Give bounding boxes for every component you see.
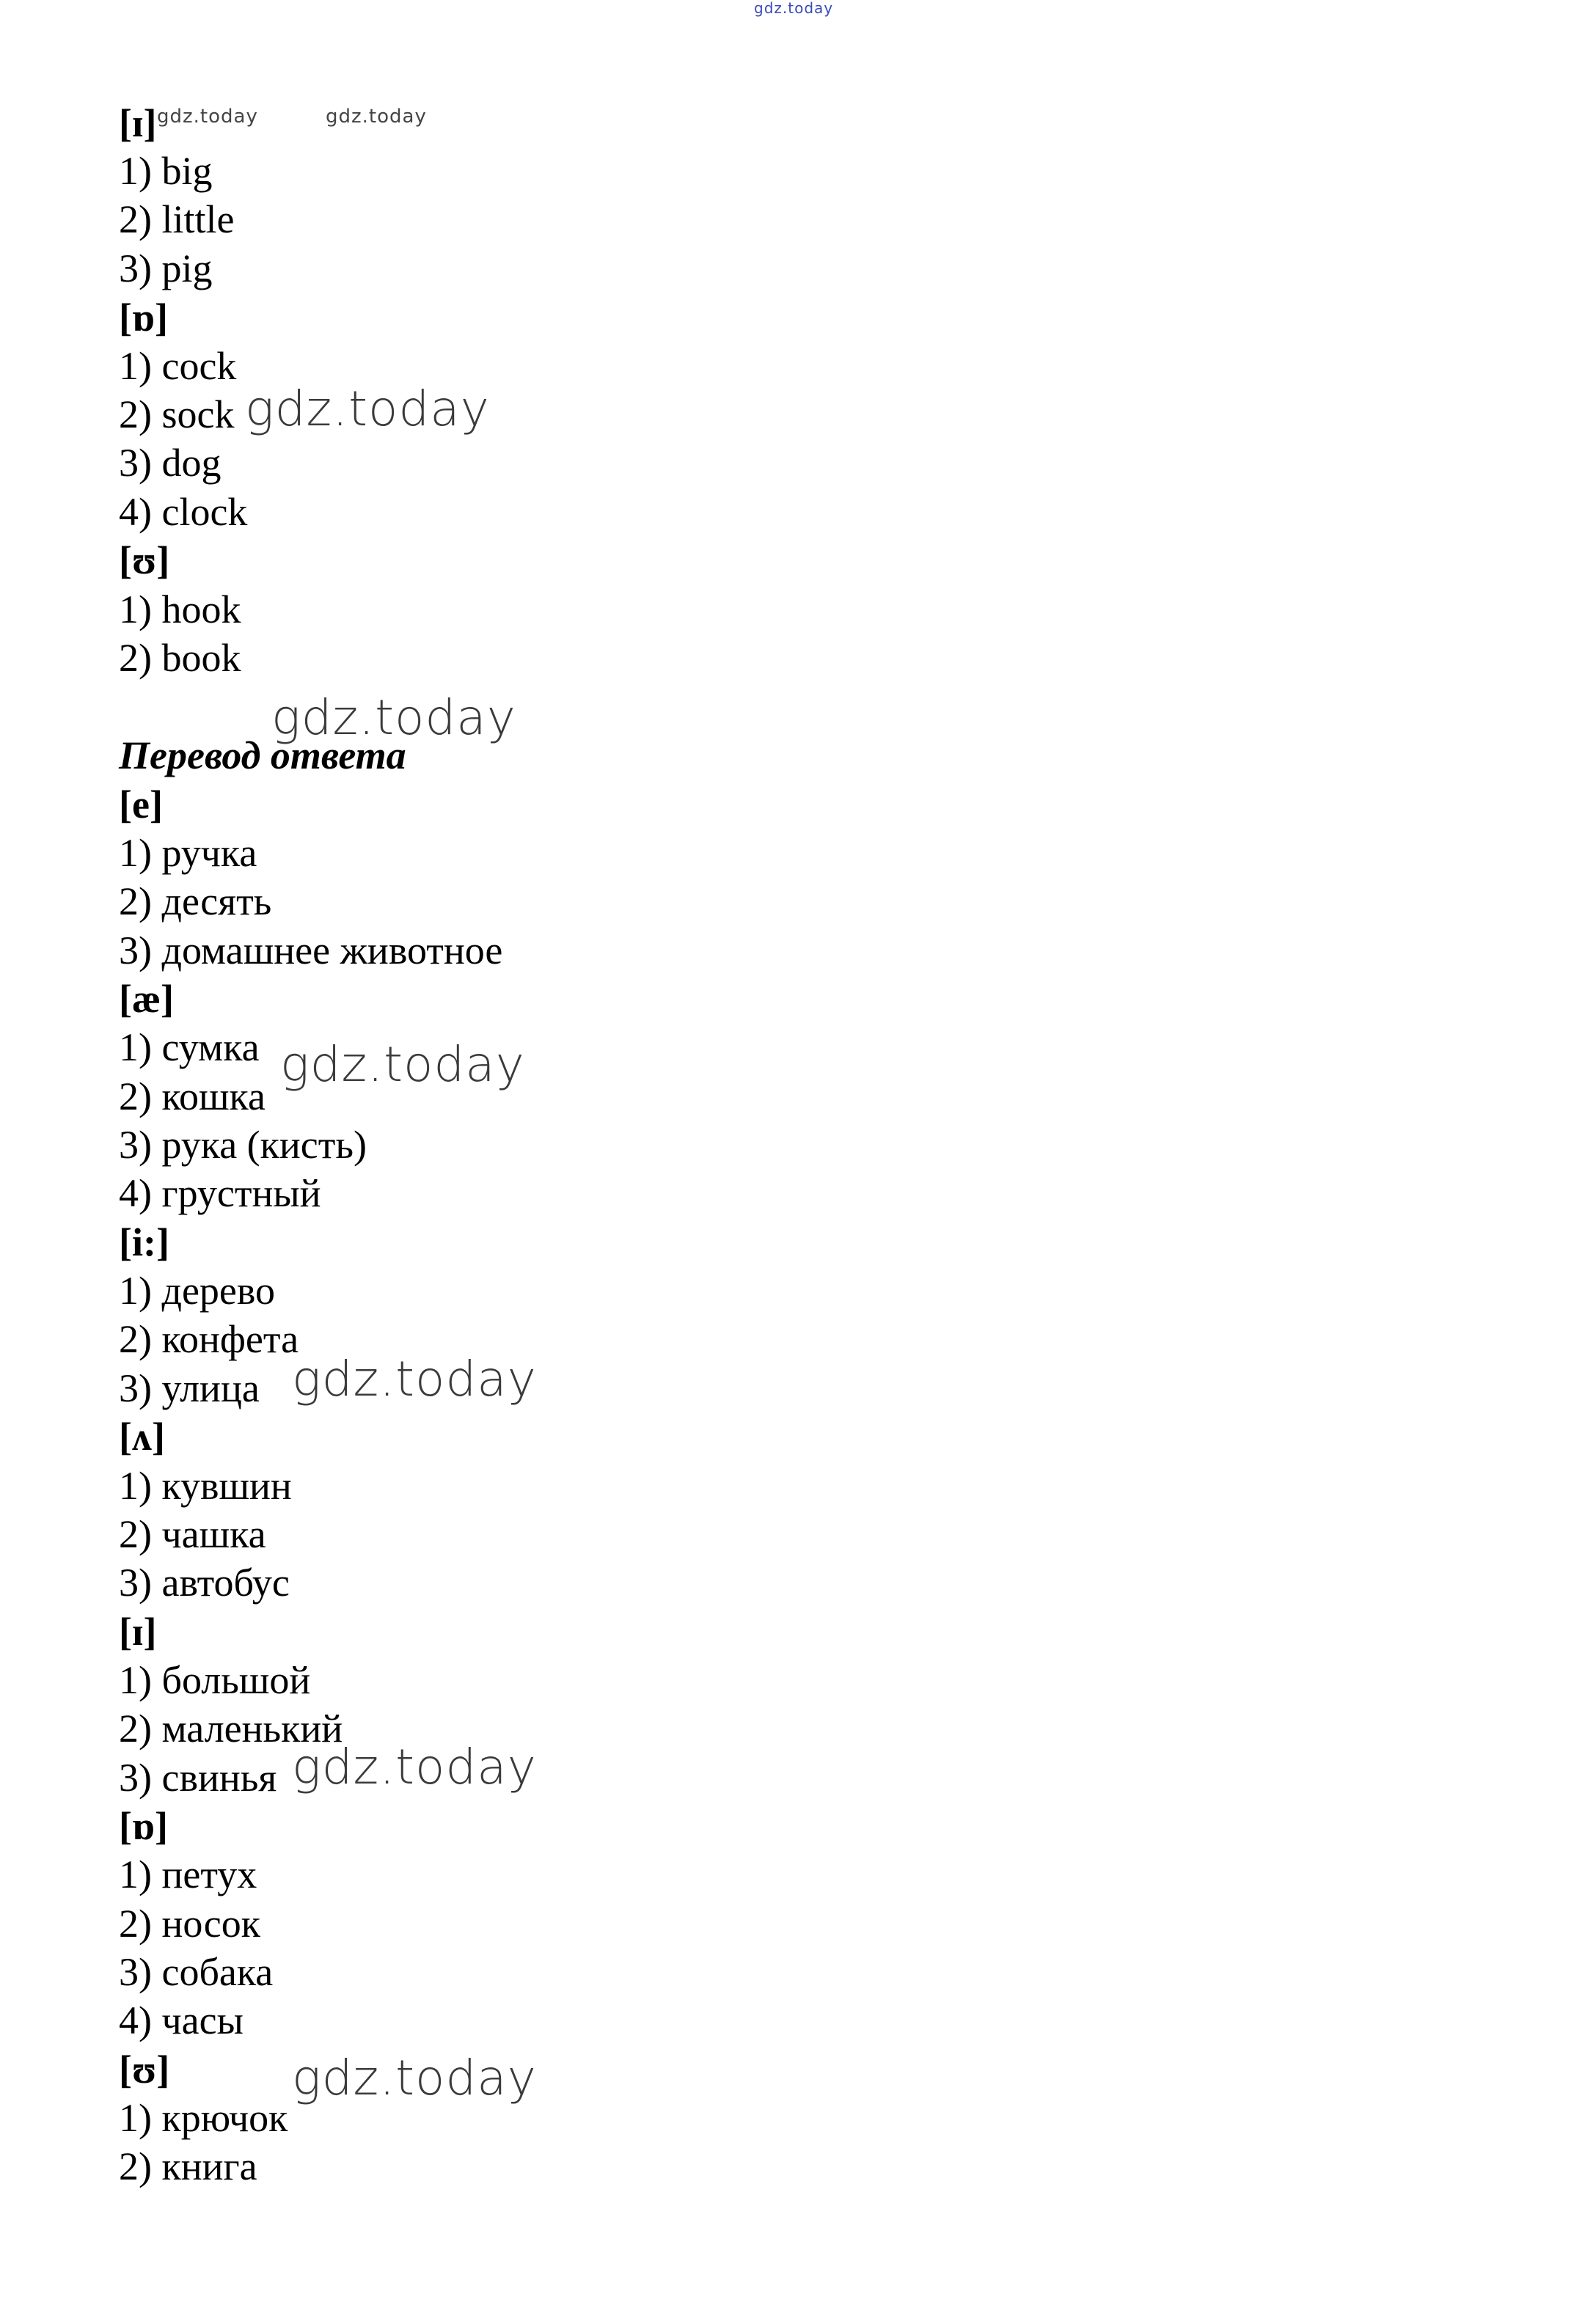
list-item: 3) улица [119, 1366, 260, 1410]
list-item: 1) большой [119, 1658, 311, 1702]
watermark-large-5: gdz.today [292, 1739, 537, 1795]
list-item: 3) автобус [119, 1561, 290, 1605]
list-item: 1) сумка [119, 1025, 260, 1069]
list-item: 2) маленький [119, 1707, 343, 1751]
list-item: 2) little [119, 197, 235, 241]
list-item: 1) дерево [119, 1269, 276, 1313]
list-item: 2) book [119, 636, 241, 680]
watermark-top: gdz.today [754, 0, 834, 17]
list-item: 2) чашка [119, 1512, 266, 1556]
phoneme-heading-i-long: [i:] [119, 1220, 169, 1264]
list-item: 1) hook [119, 587, 241, 631]
list-item: 1) кувшин [119, 1464, 292, 1508]
section-title: Перевод ответа [119, 733, 406, 777]
phoneme-heading-u-short: [ʊ] [119, 538, 170, 582]
list-item: 2) конфета [119, 1317, 299, 1361]
list-item: 3) dog [119, 441, 222, 485]
watermark-large-3: gdz.today [280, 1036, 525, 1093]
watermark-large-1: gdz.today [245, 381, 490, 437]
list-item: 1) big [119, 149, 213, 193]
list-item: 2) кошка [119, 1074, 266, 1118]
list-item: 2) носок [119, 1902, 260, 1946]
phoneme-heading-o-short: [ɒ] [119, 296, 168, 340]
phoneme-heading-i-short: [ɪ] [119, 101, 157, 145]
phoneme-heading-u-short-2: [ʊ] [119, 2048, 170, 2092]
list-item: 2) книга [119, 2144, 257, 2188]
list-item: 1) ручка [119, 831, 257, 875]
list-item: 3) свинья [119, 1756, 277, 1800]
list-item: 3) собака [119, 1950, 274, 1994]
phoneme-heading-o-short-2: [ɒ] [119, 1804, 168, 1848]
watermark-small-1: gdz.today [157, 106, 258, 128]
list-item: 1) cock [119, 344, 237, 388]
phoneme-heading-wedge: [ʌ] [119, 1415, 165, 1459]
phoneme-heading-e: [e] [119, 782, 163, 826]
list-item: 4) часы [119, 1998, 244, 2042]
list-item: 2) sock [119, 392, 235, 436]
list-item: 3) рука (кисть) [119, 1123, 367, 1167]
list-item: 1) крючок [119, 2096, 288, 2140]
list-item: 4) clock [119, 490, 248, 534]
list-item: 4) грустный [119, 1171, 321, 1215]
list-item: 3) домашнее животное [119, 928, 503, 972]
list-item: 3) pig [119, 246, 213, 290]
phoneme-heading-i-short-2: [ɪ] [119, 1610, 157, 1654]
watermark-large-6: gdz.today [292, 2050, 537, 2106]
watermark-small-2: gdz.today [326, 106, 427, 128]
watermark-large-2: gdz.today [271, 689, 516, 746]
watermark-large-4: gdz.today [292, 1351, 537, 1407]
list-item: 1) петух [119, 1852, 257, 1896]
phoneme-heading-ae: [æ] [119, 977, 174, 1021]
list-item: 2) десять [119, 879, 272, 923]
